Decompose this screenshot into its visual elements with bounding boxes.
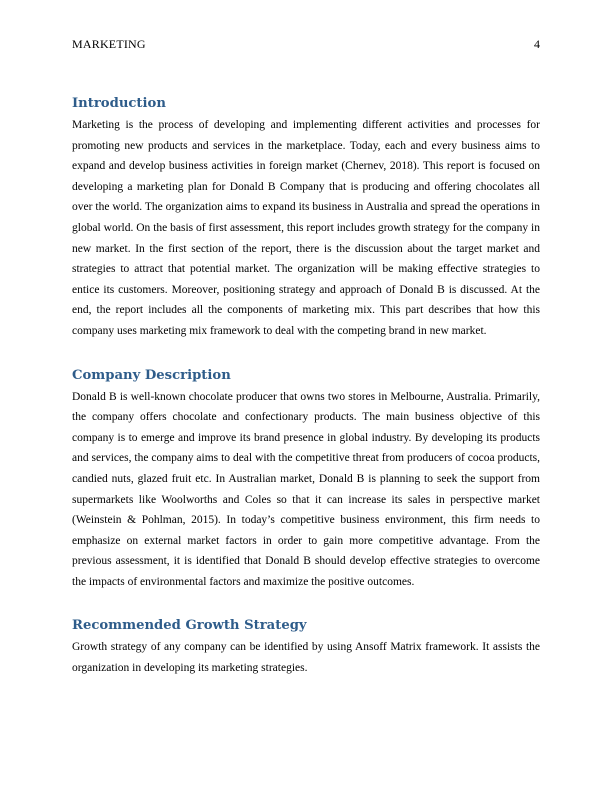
section-company-description [72, 367, 540, 593]
section-heading: Introduction [72, 96, 166, 111]
section-body: Donald B is well-known chocolate producer that owns two stores in Melbourne, Australia. Primarily, the company offers chocolate and confectionary products. The main business objective of this company is to emerge and improve its brand presence in global industry. By developing its products and services, the company aims to deal with the competitive threat from producers of cocoa products, candied nuts, glazed fruit etc. In Australian market, Donald B is planning to seek the support from supermarkets like Woolworths and Coles so that it can increase its sales in perspective market (Weinstein & Pohlman, 2015). In today’s competitive business environment, this firm needs to emphasize on external market factors in order to gain more competitive advantage. From the previous assessment, it is identified that Donald B should develop effective strategies to overcome the impacts of environmental factors and maximize the positive outcomes. [72, 390, 540, 588]
page-content [72, 95, 540, 704]
page-number: 4 [534, 37, 540, 51]
section-body: Marketing is the process of developing and implementing different activities and processes for promoting new products and services in the marketplace. Today, each and every business aims to expand and develop business activities in foreign market (Chernev, 2018). This report is focused on developing a marketing plan for Donald B Company that is producing and offering chocolates all over the world. The organization aims to expand its business in Australia and spread the operations in global world. On the basis of first assessment, this report includes growth strategy for the company in new market. In the first section of the report, there is the discussion about the target market and strategies to attract that potential market. The organization will be making effective strategies to entice its customers. Moreover, positioning strategy and approach of Donald B is discussed. At the end, the report includes all the components of marketing mix. This part describes that how this company uses marketing mix framework to deal with the competing brand in new market. [72, 119, 540, 337]
section-growth-strategy [72, 617, 540, 678]
section-body: Growth strategy of any company can be identified by using Ansoff Matrix framework. It assists the organization in developing its marketing strategies. [72, 641, 540, 675]
running-header-title: MARKETING [72, 37, 146, 51]
section-heading: Recommended Growth Strategy [72, 618, 307, 634]
section-heading: Company Description [72, 367, 231, 383]
section-introduction [72, 95, 540, 342]
